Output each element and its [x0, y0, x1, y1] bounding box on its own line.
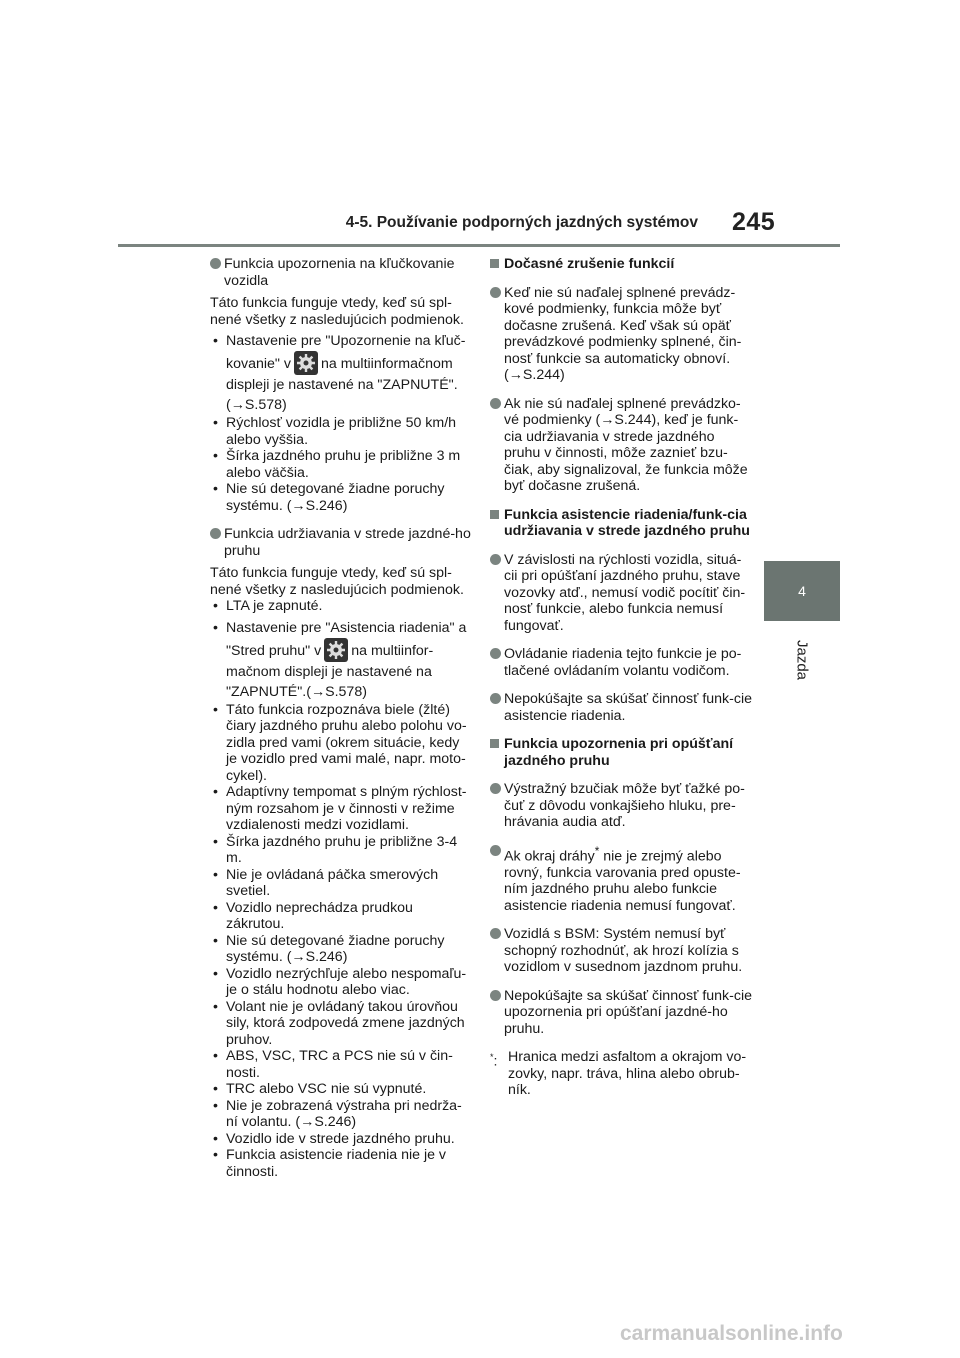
list-item: • Nie sú detegované žiadne poruchy systému. (→S.246)	[210, 933, 472, 966]
circle-bullet-icon	[210, 258, 221, 269]
subsection-heading: Funkcia udržiavania v strede jazdné-ho pruhu	[210, 526, 472, 559]
list-item: • Nastavenie pre "Asistencia riadenia" a "Stred pruhu" v na multiinfor-mačnom displeji je nastavené na "ZAPNUTÉ".(→S.578)	[210, 618, 472, 702]
condition-list	[210, 331, 472, 514]
list-item: • Adaptívny tempomat s plným rýchlost-ným rozsahom je v činnosti v režime vzdialenosti medzi vozidlami.	[210, 784, 472, 834]
section-title: 4-5. Používanie podporných jazdných systémov	[345, 214, 698, 231]
gear-icon	[294, 351, 318, 375]
circle-bullet-icon	[490, 693, 501, 704]
section-heading: Dočasné zrušenie funkcií	[490, 256, 752, 273]
info-paragraph: Nepokúšajte sa skúšať činnosť funk-cie asistencie riadenia.	[490, 691, 752, 724]
info-paragraph: V závislosti na rýchlosti vozidla, situá-cii pri opúšťaní jazdného pruhu, stave vozovky atď., nemusí vodič pocítiť čin-nosť funkcie, alebo funkcia nemusí fungovať.	[490, 552, 752, 635]
list-item: • Nie sú detegované žiadne poruchy systému. (→S.246)	[210, 481, 472, 514]
section-heading: Funkcia asistencie riadenia/funk-cia udržiavania v strede jazdného pruhu	[490, 507, 752, 540]
gear-icon	[324, 638, 348, 662]
circle-bullet-icon	[490, 554, 501, 565]
paragraph: Táto funkcia funguje vtedy, keď sú spl-nené všetky z nasledujúcich podmienok.	[210, 295, 464, 328]
list-item: • Vozidlo nezrýchľuje alebo nespomaľu-je o stálu hodnotu alebo viac.	[210, 966, 472, 999]
subsection-heading: Funkcia upozornenia na kľučkovanie vozidla	[210, 256, 472, 289]
square-bullet-icon	[490, 259, 499, 268]
info-paragraph: Ovládanie riadenia tejto funkcie je po-tlačené ovládaním volantu vodičom.	[490, 646, 752, 679]
circle-bullet-icon	[490, 990, 501, 1001]
chapter-number-tab[interactable]	[764, 561, 840, 621]
list-item: • Vozidlo ide v strede jazdného pruhu.	[210, 1131, 472, 1148]
info-paragraph: Ak okraj dráhy* nie je zrejmý alebo rovný, funkcia varovania pred opuste-ním jazdného pruhu alebo funkcie asistencie riadenia nemusí fungovať.	[490, 843, 752, 915]
footnote-label: *:	[490, 1052, 498, 1070]
chapter-number: 4	[798, 583, 806, 599]
watermark: carmanualsonline.info	[620, 1322, 843, 1345]
circle-bullet-icon	[490, 928, 501, 939]
page-number: 245	[732, 208, 776, 236]
section-heading: Funkcia upozornenia pri opúšťaní jazdného pruhu	[490, 736, 752, 769]
info-paragraph: Výstražný bzučiak môže byť ťažké po-čuť z dôvodu vonkajšieho hluku, pre-hrávania audia atď.	[490, 781, 752, 831]
circle-bullet-icon	[490, 845, 501, 856]
list-item: • Táto funkcia rozpoznáva biele (žlté) čiary jazdného pruhu alebo polohu vo-zidla pred vami (okrem situácie, kedy je vozidlo pred vami malé, napr. moto-cykel).	[210, 702, 472, 785]
list-item: • Volant nie je ovládaný takou úrovňou sily, ktorá zodpovedá zmene jazdných pruhov.	[210, 999, 472, 1049]
right-column	[490, 256, 752, 1099]
list-item: • Šírka jazdného pruhu je približne 3-4 m.	[210, 834, 472, 867]
list-item: • Nie je ovládaná páčka smerových svetiel.	[210, 867, 472, 900]
info-paragraph: Vozidlá s BSM: Systém nemusí byť schopný rozhodnúť, ak hrozí kolízia s vozidlom v susednom jazdnom pruhu.	[490, 926, 752, 976]
circle-bullet-icon	[490, 287, 501, 298]
square-bullet-icon	[490, 739, 499, 748]
circle-bullet-icon	[490, 398, 501, 409]
list-item: • Šírka jazdného pruhu je približne 3 m alebo väčšia.	[210, 448, 472, 481]
list-item: • Vozidlo neprechádza prudkou zákrutou.	[210, 900, 472, 933]
circle-bullet-icon	[490, 783, 501, 794]
list-item: • TRC alebo VSC nie sú vypnuté.	[210, 1081, 472, 1098]
paragraph: Táto funkcia funguje vtedy, keď sú spl-nené všetky z nasledujúcich podmienok.	[210, 565, 464, 598]
circle-bullet-icon	[490, 648, 501, 659]
footnote-marker: *	[594, 843, 600, 858]
square-bullet-icon	[490, 510, 499, 519]
list-item: • Rýchlosť vozidla je približne 50 km/h alebo vyššia.	[210, 415, 472, 448]
info-paragraph: Nepokúšajte sa skúšať činnosť funk-cie upozornenia pri opúšťaní jazdné-ho pruhu.	[490, 988, 752, 1038]
list-item: • Nastavenie pre "Upozornenie na kľuč-kovanie" v na multiinformačnom displeji je nastavené na "ZAPNUTÉ". (→S.578)	[210, 331, 472, 415]
chapter-label	[770, 630, 834, 690]
left-column	[210, 256, 472, 1192]
circle-bullet-icon	[210, 528, 221, 539]
header-rule	[118, 244, 840, 247]
list-item: • Nie je zobrazená výstraha pri nedrža-ní volantu. (→S.246)	[210, 1098, 472, 1131]
list-item: • LTA je zapnuté.	[210, 598, 472, 615]
list-item: • ABS, VSC, TRC a PCS nie sú v čin-nosti.	[210, 1048, 472, 1081]
footnote: *: Hranica medzi asfaltom a okrajom vo-zovky, napr. tráva, hlina alebo obrub-ník.	[490, 1049, 747, 1099]
info-paragraph: Keď nie sú naďalej splnené prevádz-kové podmienky, funkcia môže byť dočasne zrušená. Keď však sú opäť prevádzkové podmienky splnené, čin-nosť funkcie sa automaticky obnoví. (→S.244)	[490, 285, 752, 384]
condition-list	[210, 598, 472, 1180]
chapter-label-text: Jazda	[793, 639, 811, 681]
list-item: • Funkcia asistencie riadenia nie je v činnosti.	[210, 1147, 472, 1180]
info-paragraph: Ak nie sú naďalej splnené prevádzko-vé podmienky (→S.244), keď je funk-cia udržiavania v strede jazdného pruhu v činnosti, môže zaznieť bzu-čiak, aby signalizoval, že funkcia môže byť dočasne zrušená.	[490, 396, 752, 495]
